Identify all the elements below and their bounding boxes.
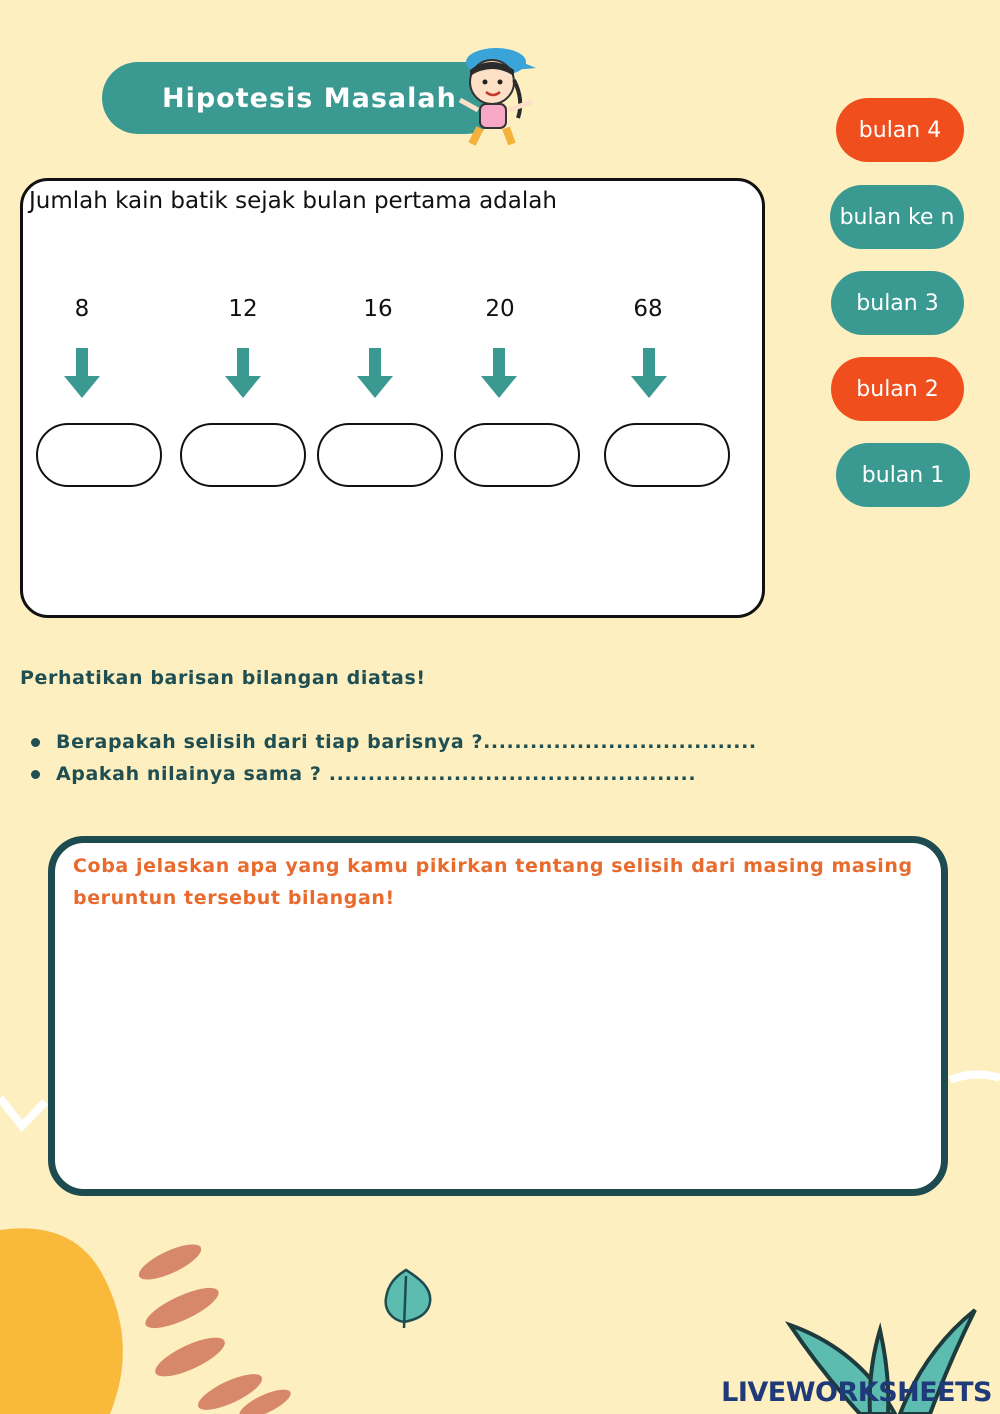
choice-bulan-ke-n[interactable] <box>830 185 964 249</box>
bullet-icon <box>31 770 40 779</box>
page-title: Hipotesis Masalah <box>162 82 457 114</box>
question-text: Berapakah selisih dari tiap barisnya ?................................... <box>56 731 757 753</box>
choice-label: bulan ke n <box>839 204 955 230</box>
liveworksheets-logo <box>721 1377 992 1408</box>
drop-slot-2[interactable] <box>180 423 306 487</box>
drop-slot-1[interactable] <box>36 423 162 487</box>
drop-slot-4[interactable] <box>454 423 580 487</box>
arrow-down-icon <box>62 348 102 398</box>
choice-label: bulan 4 <box>858 117 942 143</box>
choice-bulan-2[interactable] <box>831 357 964 421</box>
drop-slot-3[interactable] <box>317 423 443 487</box>
arrow-down-icon <box>223 348 263 398</box>
leaf-icon <box>386 1270 431 1328</box>
sequence-number-3: 16 <box>363 296 393 322</box>
girl-mascot-icon <box>452 40 542 155</box>
white-wave-right <box>950 1074 1000 1080</box>
bullet-icon <box>31 738 40 747</box>
white-wave-left <box>0 1098 45 1126</box>
yellow-blob <box>0 1228 123 1414</box>
question-text: Apakah nilainya sama ? ............................................... <box>56 763 697 785</box>
explanation-prompt: Coba jelaskan apa yang kamu pikirkan tentang selisih dari masing masing beruntun tersebut bilangan! <box>73 855 913 909</box>
choice-label: bulan 3 <box>856 290 939 316</box>
question-item-1 <box>31 731 757 753</box>
logo-text: LIVEWORKSHEETS <box>721 1377 992 1408</box>
arrow-down-icon <box>629 348 669 398</box>
explanation-input[interactable] <box>70 920 934 1184</box>
sequence-number-4: 20 <box>485 296 515 322</box>
sequence-number-5: 68 <box>633 296 663 322</box>
sequence-panel <box>20 178 765 618</box>
sequence-number-2: 12 <box>228 296 258 322</box>
choice-bulan-3[interactable] <box>831 271 964 335</box>
instructions-heading: Perhatikan barisan bilangan diatas! <box>20 667 426 689</box>
arrow-down-icon <box>355 348 395 398</box>
sequence-number-1: 8 <box>74 296 90 322</box>
choice-label: bulan 1 <box>861 462 945 488</box>
choice-bulan-4[interactable] <box>836 98 964 162</box>
arrow-down-icon <box>479 348 519 398</box>
brush-strokes <box>135 1238 295 1414</box>
title-banner <box>102 62 502 134</box>
choice-label: bulan 2 <box>856 376 939 402</box>
choice-bulan-1[interactable] <box>836 443 970 507</box>
sequence-prompt: Jumlah kain batik sejak bulan pertama adalah <box>29 188 557 214</box>
question-item-2 <box>31 763 696 785</box>
drop-slot-5[interactable] <box>604 423 730 487</box>
